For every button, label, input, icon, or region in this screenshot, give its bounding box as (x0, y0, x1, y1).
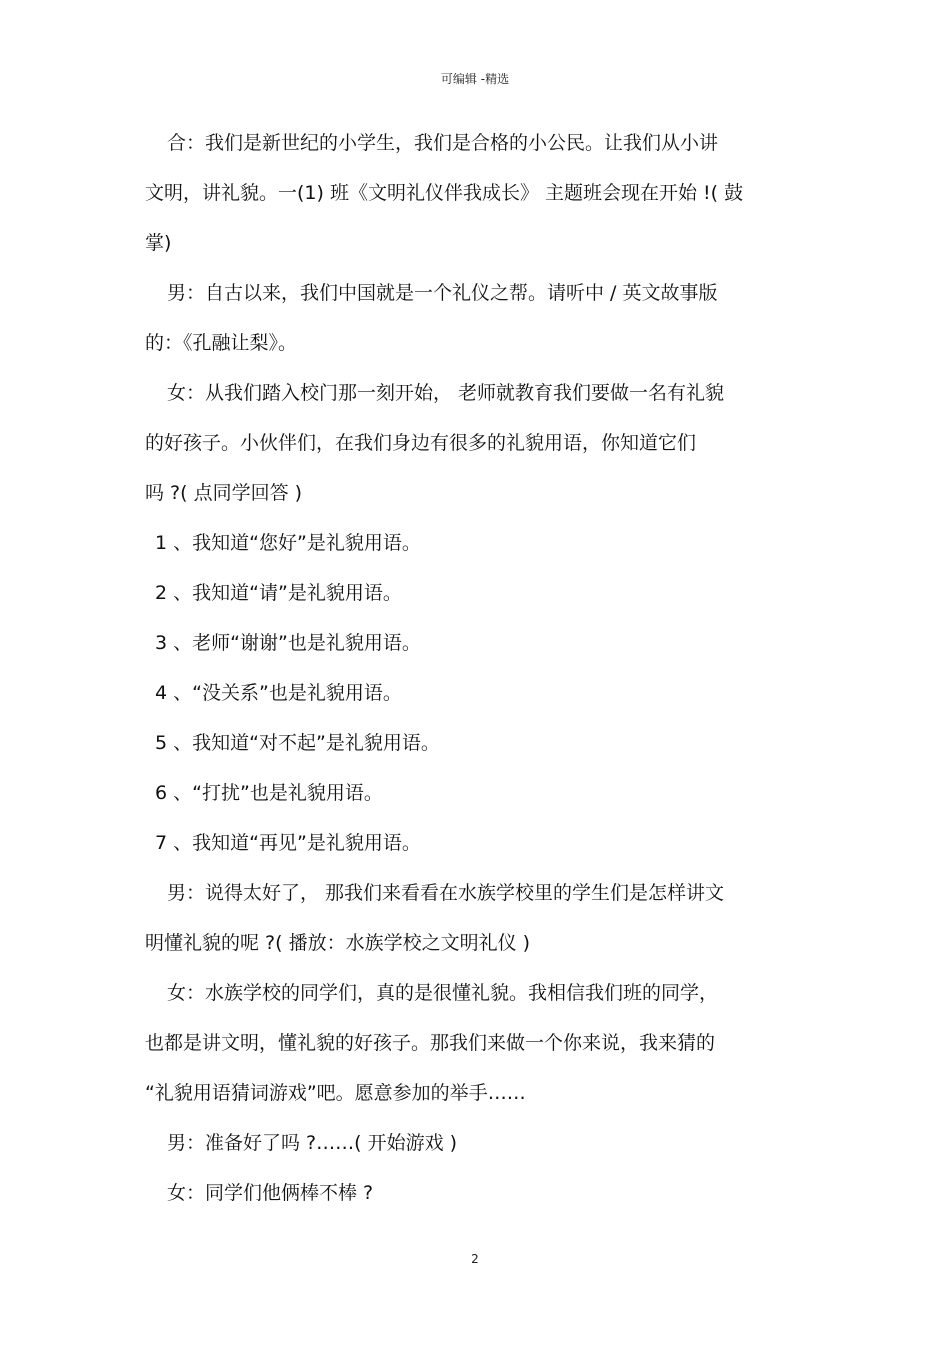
list-item: 1 、我知道“您好”是礼貌用语。 (155, 532, 421, 554)
list-item: 5 、我知道“对不起”是礼貌用语。 (155, 732, 440, 754)
list-item: 6 、“打扰”也是礼貌用语。 (155, 782, 383, 804)
list-item: 7 、我知道“再见”是礼貌用语。 (155, 832, 421, 854)
text-line: 合：我们是新世纪的小学生，我们是合格的小公民。让我们从小讲 (167, 132, 719, 154)
text-line: 男：说得太好了， 那我们来看看在水族学校里的学生们是怎样讲文 (167, 882, 725, 904)
page-number: 2 (471, 1252, 479, 1266)
text-line: 的：《孔融让梨》。 (145, 332, 298, 354)
text-line: “礼貌用语猜词游戏”吧。愿意参加的举手…… (145, 1082, 526, 1104)
text-line: 女：从我们踏入校门那一刻开始， 老师就教育我们要做一名有礼貌 (167, 382, 725, 404)
text-line: 女：同学们他俩棒不棒 ? (167, 1182, 374, 1204)
text-line: 的好孩子。小伙伴们，在我们身边有很多的礼貌用语，你知道它们 (145, 432, 697, 454)
text-line: 文明，讲礼貌。一(1) 班《文明礼仪伴我成长》 主题班会现在开始 !( 鼓 (145, 182, 744, 204)
text-line: 男：自古以来，我们中国就是一个礼仪之帮。请听中 / 英文故事版 (167, 282, 718, 304)
list-item: 2 、我知道“请”是礼貌用语。 (155, 582, 402, 604)
list-item: 4 、“没关系”也是礼貌用语。 (155, 682, 402, 704)
text-line: 掌) (145, 232, 172, 254)
page-header: 可编辑 -精选 (440, 72, 510, 86)
text-line: 明懂礼貌的呢 ?( 播放：水族学校之文明礼仪 ) (145, 932, 531, 954)
text-line: 也都是讲文明，懂礼貌的好孩子。那我们来做一个你来说，我来猜的 (145, 1032, 716, 1054)
text-line: 男：准备好了吗 ?……( 开始游戏 ) (167, 1132, 458, 1154)
text-line: 女：水族学校的同学们，真的是很懂礼貌。我相信我们班的同学， (167, 982, 719, 1004)
text-line: 吗 ?( 点同学回答 ) (145, 482, 303, 504)
list-item: 3 、老师“谢谢”也是礼貌用语。 (155, 632, 421, 654)
